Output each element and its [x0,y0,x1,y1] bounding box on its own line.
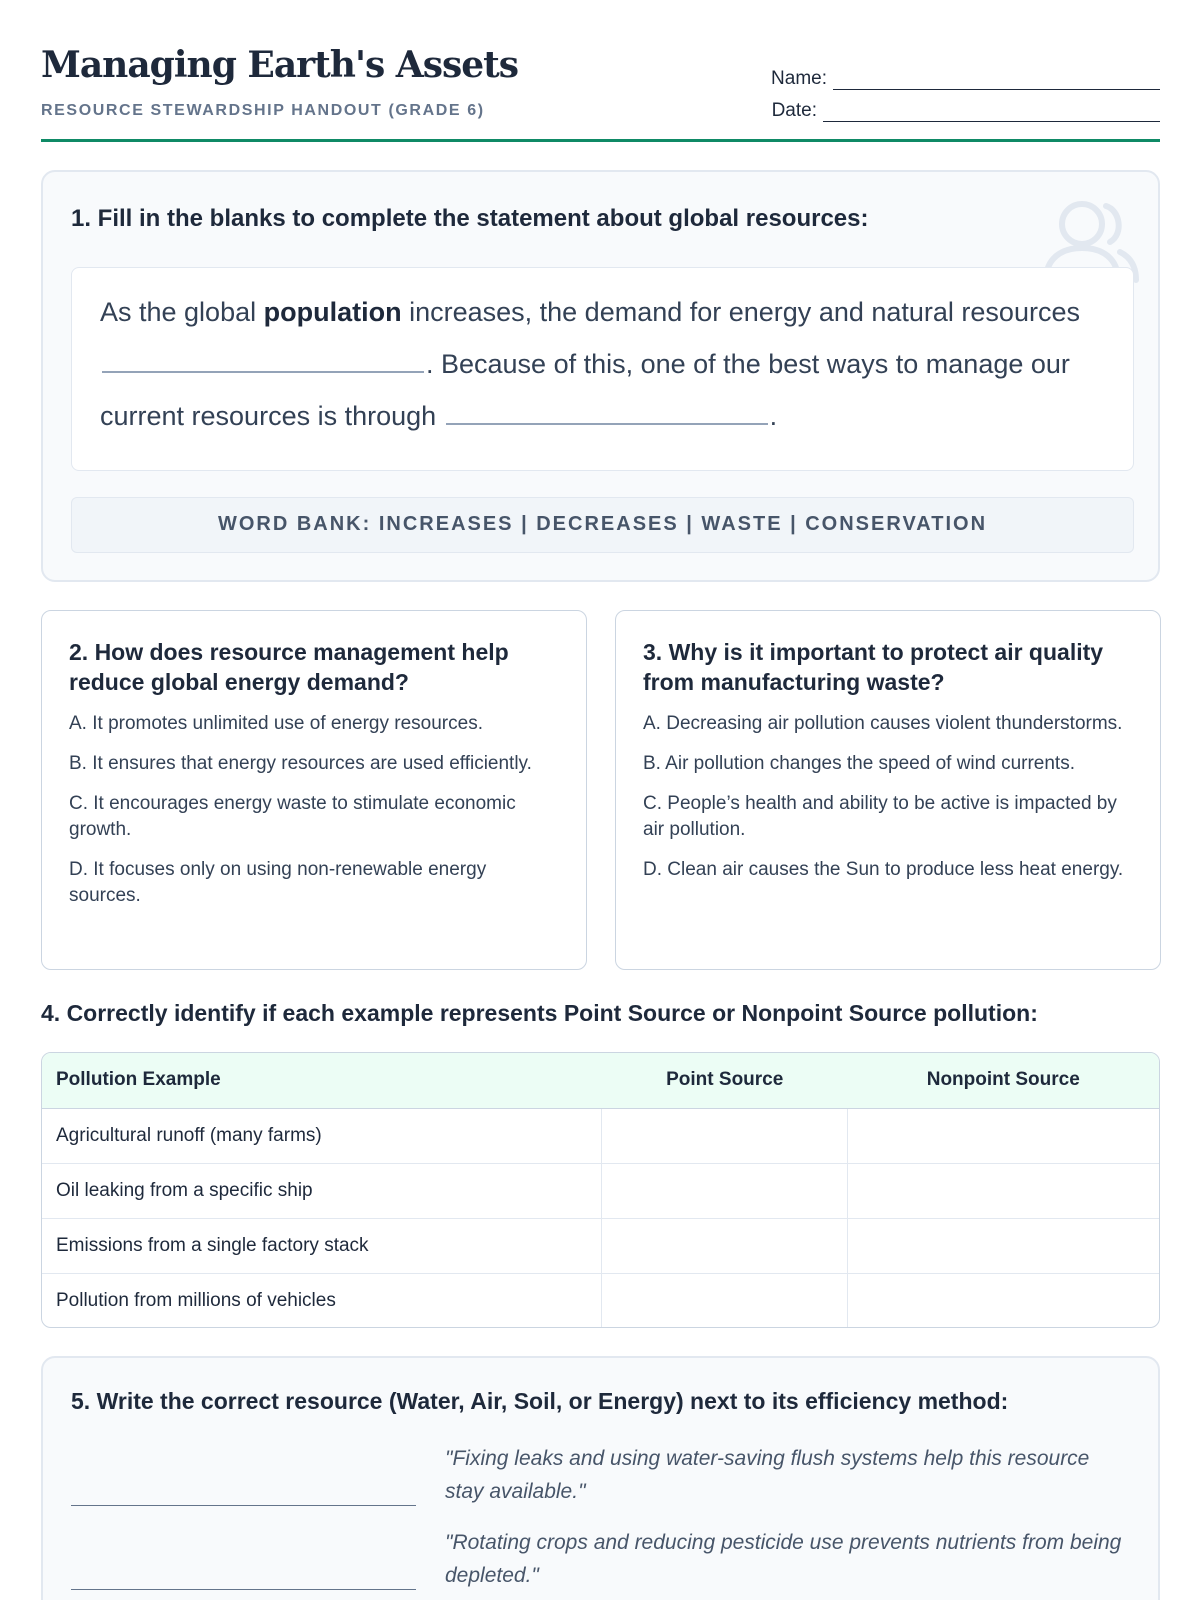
example-cell: Emissions from a single factory stack [42,1218,602,1273]
word-bank: WORD BANK: INCREASES | DECREASES | WASTE | CONSERVATION [71,497,1134,553]
blank-1[interactable] [102,355,424,373]
column-header-example: Pollution Example [42,1053,602,1108]
nonpoint-source-cell[interactable] [848,1218,1159,1273]
point-source-cell[interactable] [602,1108,848,1163]
page-header [41,40,1160,142]
q3-option-a[interactable]: A. Decreasing air pollution causes violent thunderstorms. [643,713,1123,734]
q3-option-c[interactable]: C. People’s health and ability to be active is impacted by air pollution. [643,793,1117,840]
nonpoint-source-cell[interactable] [848,1273,1159,1328]
method-quote: "Rotating crops and reducing pesticide use prevents nutrients from being depleted." [445,1531,1122,1587]
answer-line[interactable] [71,1589,416,1590]
page-subtitle: RESOURCE STEWARDSHIP HANDOUT (GRADE 6) [41,102,485,119]
question-2-title: 2. How does resource management help reduce global energy demand? [69,639,509,695]
question-5-title: 5. Write the correct resource (Water, Air, Soil, or Energy) next to its efficiency method: [71,1388,1009,1414]
name-field[interactable] [771,68,1160,90]
question-3-card [615,610,1161,970]
example-cell: Pollution from millions of vehicles [42,1273,602,1328]
question-5-card [41,1356,1160,1600]
passage-text-d: . [769,401,778,431]
passage-text-c: . Because of this, one of the best ways to manage our current resources is through [100,349,1070,431]
nonpoint-source-cell[interactable] [848,1163,1159,1218]
match-row [71,1442,1134,1512]
table-row [42,1108,1159,1163]
point-source-cell[interactable] [602,1163,848,1218]
column-header-nonpoint: Nonpoint Source [848,1053,1159,1108]
passage-text-b: increases, the demand for energy and natural resources [401,297,1080,327]
table-row [42,1163,1159,1218]
example-cell: Agricultural runoff (many farms) [42,1108,602,1163]
fill-in-passage [71,267,1134,471]
page-title: Managing Earth's Assets [41,44,519,86]
q3-option-b[interactable]: B. Air pollution changes the speed of wind currents. [643,753,1075,774]
pollution-table [41,1052,1160,1328]
table-row [42,1273,1159,1328]
nonpoint-source-cell[interactable] [848,1108,1159,1163]
point-source-cell[interactable] [602,1218,848,1273]
method-quote: "Fixing leaks and using water-saving flush systems help this resource stay available." [445,1447,1090,1503]
q2-option-c[interactable]: C. It encourages energy waste to stimulate economic growth. [69,793,516,840]
q2-option-d[interactable]: D. It focuses only on using non-renewable energy sources. [69,859,487,906]
example-cell: Oil leaking from a specific ship [42,1163,602,1218]
name-line[interactable] [833,72,1160,90]
point-source-cell[interactable] [602,1273,848,1328]
q2-option-b[interactable]: B. It ensures that energy resources are used efficiently. [69,753,532,774]
match-row [71,1526,1134,1596]
question-1-card [41,170,1160,582]
date-line[interactable] [823,104,1160,122]
blank-2[interactable] [446,407,768,425]
table-row [42,1218,1159,1273]
question-4-title: 4. Correctly identify if each example represents Point Source or Nonpoint Source pollution: [41,1000,1038,1026]
q3-option-d[interactable]: D. Clean air causes the Sun to produce less heat energy. [643,859,1124,880]
passage-keyword: population [263,297,402,327]
column-header-point: Point Source [602,1053,848,1108]
answer-line[interactable] [71,1505,416,1506]
table-header-row [42,1053,1159,1108]
question-2-card [41,610,587,970]
q2-option-a[interactable]: A. It promotes unlimited use of energy resources. [69,713,483,734]
date-label: Date: [771,100,817,121]
question-1-title: 1. Fill in the blanks to complete the statement about global resources: [71,205,869,232]
date-field[interactable] [772,100,1160,122]
name-label: Name: [771,68,827,89]
passage-text-a: As the global [100,297,264,327]
question-3-title: 3. Why is it important to protect air quality from manufacturing waste? [643,639,1104,695]
